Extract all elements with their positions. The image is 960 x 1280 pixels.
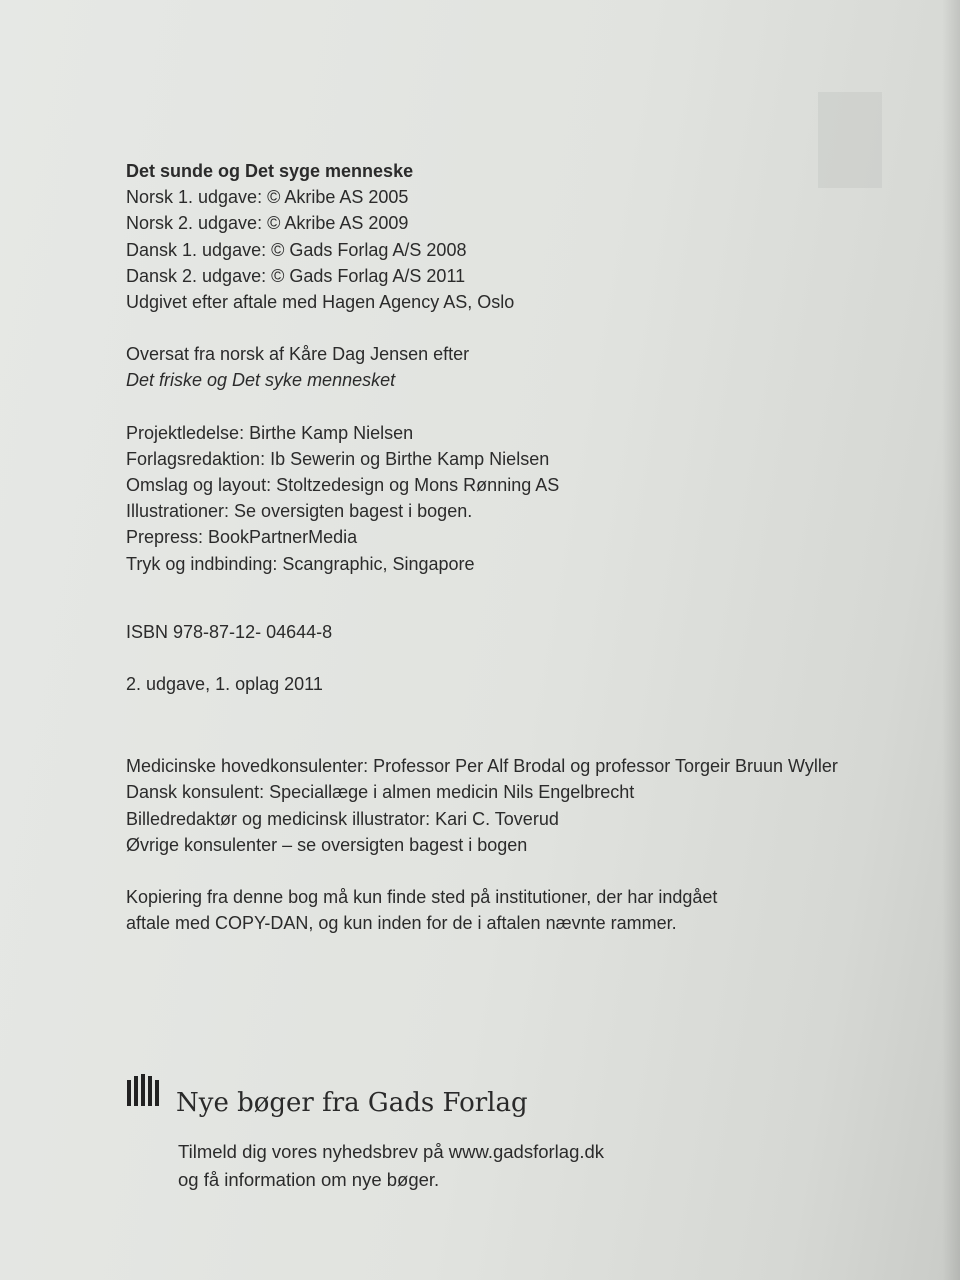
consultant-line: Dansk konsulent: Speciallæge i almen medicin Nils Engelbrecht xyxy=(126,782,635,803)
page-edge-shadow xyxy=(942,0,960,1280)
credit-line: Prepress: BookPartnerMedia xyxy=(126,527,358,548)
consultant-line: Øvrige konsulenter – se oversigten bagest i bogen xyxy=(126,834,528,855)
isbn: ISBN 978-87-12- 04644-8 xyxy=(126,621,333,642)
credit-line: Illustrationer: Se oversigten bagest i bogen. xyxy=(126,501,473,522)
book-title: Det sunde og Det syge menneske xyxy=(126,161,414,181)
edition-line: Dansk 2. udgave: © Gads Forlag A/S 2011 xyxy=(126,265,466,286)
translation-line: Oversat fra norsk af Kåre Dag Jensen efter xyxy=(126,344,470,365)
edition-line: Udgivet efter aftale med Hagen Agency AS, Oslo xyxy=(126,292,515,313)
newsletter-line: og få information om nye bøger. xyxy=(178,1169,440,1190)
edition-line: Norsk 2. udgave: © Akribe AS 2009 xyxy=(126,213,409,234)
credit-line: Omslag og layout: Stoltzedesign og Mons Rønning AS xyxy=(126,475,560,496)
publisher-tagline: Nye bøger fra Gads Forlag xyxy=(176,1088,528,1118)
gads-bars-icon xyxy=(127,1074,159,1106)
edition-line: Norsk 1. udgave: © Akribe AS 2005 xyxy=(126,187,409,208)
credit-line: Forlagsredaktion: Ib Sewerin og Birthe Kamp Nielsen xyxy=(126,448,550,469)
printing-info: 2. udgave, 1. oplag 2011 xyxy=(126,674,323,695)
newsletter-info xyxy=(178,1138,604,1194)
consultant-line: Billedredaktør og medicinsk illustrator: Kari C. Toverud xyxy=(126,808,559,829)
colophon xyxy=(126,158,926,936)
credit-line: Tryk og indbinding: Scangraphic, Singapore xyxy=(126,553,475,574)
credit-line: Projektledelse: Birthe Kamp Nielsen xyxy=(126,422,414,443)
newsletter-line: Tilmeld dig vores nyhedsbrev på www.gadsforlag.dk xyxy=(178,1141,605,1162)
original-title: Det friske og Det syke mennesket xyxy=(126,370,396,391)
copyright-notice: Kopiering fra denne bog må kun finde sted på institutioner, der har indgået aftale med COPY-DAN, og kun inden for de i aftalen nævnte rammer. xyxy=(126,887,718,934)
edition-line: Dansk 1. udgave: © Gads Forlag A/S 2008 xyxy=(126,239,467,260)
consultant-line: Medicinske hovedkonsulenter: Professor Per Alf Brodal og professor Torgeir Bruun Wyller xyxy=(126,756,838,777)
